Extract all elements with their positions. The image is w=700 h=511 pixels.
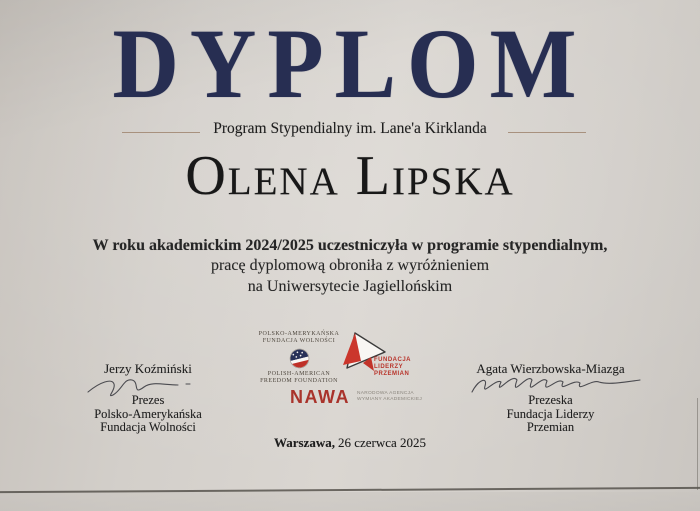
signatory-right-name: Agata Wierzbowska-Miazga: [476, 361, 625, 376]
nawa-tagline-line-2: WYMIANY AKADEMICKIEJ: [357, 397, 423, 403]
signatory-left-org-1: Polsko-Amerykańska: [94, 406, 202, 421]
signatory-right-org-2: Przemian: [526, 420, 575, 435]
liderzy-line-3: PRZEMIAN: [374, 371, 410, 378]
signatory-left: [58, 362, 238, 435]
nawa-wordmark: NAWA: [290, 387, 350, 407]
nawa-tagline: [357, 391, 422, 403]
signatory-left-role: Prezes: [131, 393, 165, 408]
signatory-right: [448, 362, 653, 435]
nawa-logo: [290, 388, 422, 406]
issue-date-text: 26 czerwca 2025: [337, 435, 427, 450]
pafw-name-en-line-1: POLISH-AMERICAN: [267, 370, 331, 377]
paper-mat-strip: [0, 492, 700, 511]
liderzy-line-2: LIDERZY: [374, 364, 404, 371]
pafw-name-line-2: FUNDACJA WOLNOŚCI: [262, 337, 336, 344]
signatory-left-name: Jerzy Koźmiński: [104, 361, 192, 376]
signatory-left-org-2: Fundacja Wolności: [100, 420, 196, 435]
program-subtitle: Program Stypendialny im. Lane'a Kirklanda: [213, 120, 487, 137]
achievement-line-1: W roku akademickim 2024/2025 uczestniczyła w programie stypendialnym,: [92, 237, 608, 254]
pafw-name-en-line-2: FREEDOM FOUNDATION: [260, 377, 338, 384]
pafw-logo: [250, 331, 348, 385]
signatory-right-role: Prezeska: [528, 393, 573, 408]
recipient-name: Olena Lipska: [185, 145, 515, 207]
diploma-title: DYPLOM: [112, 8, 588, 119]
pafw-name-line-1: POLSKO-AMERYKAŃSKA: [258, 331, 340, 337]
issue-city: Warszawa,: [273, 435, 335, 450]
achievement-line-2: pracę dyplomową obroniła z wyróżnieniem: [210, 257, 490, 275]
liderzy-logo-text: [374, 357, 411, 379]
achievement-text: [0, 236, 700, 297]
subtitle-rule-right: [508, 132, 586, 133]
pafw-heart-flag-icon: [289, 348, 310, 369]
achievement-line-3: na Uniwersytecie Jagiellońskim: [247, 277, 453, 295]
nawa-tagline-line-1: NARODOWA AGENCJA: [357, 391, 414, 396]
paper-right-edge: [697, 398, 698, 490]
signatory-right-org-1: Fundacja Liderzy: [506, 406, 595, 421]
issue-date: [0, 435, 700, 451]
liderzy-line-1: FUNDACJA: [374, 357, 411, 363]
